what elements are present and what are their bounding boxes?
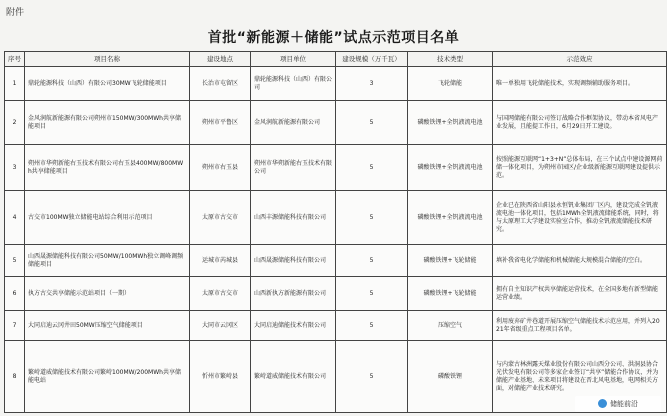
- cell-location: 朔州市平鲁区: [190, 101, 251, 145]
- table-row: [5, 67, 667, 101]
- cell-no: 6: [5, 277, 25, 311]
- cell-scale: 5: [336, 311, 408, 341]
- cell-location: 太原市古交市: [190, 277, 251, 311]
- table-row: [5, 341, 667, 413]
- cell-tech: 磷酸铁锂+飞轮储能: [408, 277, 493, 311]
- page-title: 首批“新能源＋储能”试点示范项目名单: [207, 30, 460, 46]
- cell-name: 繁峙道威储能技术有限公司繁峙100MW/200MWh共享储能电站: [25, 341, 190, 413]
- cell-scale: 5: [336, 341, 408, 413]
- cell-no: 1: [5, 67, 25, 101]
- cell-effect: 拥有自主知识产权共享储能运营技术，在全国多地有新型储能运营业绩。: [493, 277, 667, 311]
- cell-tech: 磷酸铁锂+全钒液流电池: [408, 191, 493, 245]
- cell-scale: 5: [336, 145, 408, 191]
- cell-unit: 山西丰源储能科技有限公司: [251, 191, 336, 245]
- cell-scale: 5: [336, 277, 408, 311]
- cell-effect: 按照能源互联网“1+3+N”总体布局，在三个试点中建设源网荷储一体化项目，为朔州市园区/企业级新能源互联网建设提供示范。: [493, 145, 667, 191]
- cell-unit: 山西晟源储能科技有限公司: [251, 245, 336, 277]
- cell-name: 朔州市华朔新能右玉技术有限公司右玉县400MW/800MWh共享储能项目: [25, 145, 190, 191]
- table-row: [5, 311, 667, 341]
- cell-no: 2: [5, 101, 25, 145]
- cell-name: 大同启迪云冈井田50MW压缩空气储能项目: [25, 311, 190, 341]
- cell-tech: 飞轮储能: [408, 67, 493, 101]
- cell-name: 鼎轮能源科技（山西）有限公司30MW飞轮储能项目: [25, 67, 190, 101]
- cell-effect: 与国网储能有限公司签订战略合作框架协议，带动本省风电产业发展，且能提工作日，6月29日开工建设。: [493, 101, 667, 145]
- table-row: [5, 145, 667, 191]
- cell-effect: 企业已在陕西省山阳县永恒钒业集团厂区内，建设完成全钒液流电池一体化项目，包括1MWh全钒液流储能系统，同时，将与太原理工大学建设实验室合作，推动全钒液流储能技术研究。: [493, 191, 667, 245]
- cell-location: 运城市芮城县: [190, 245, 251, 277]
- cell-unit: 大同启迪储能技术有限公司: [251, 311, 336, 341]
- table-row: [5, 101, 667, 145]
- project-table: [4, 51, 667, 413]
- cell-scale: 5: [336, 101, 408, 145]
- cell-no: 4: [5, 191, 25, 245]
- cell-effect: 与内蒙古林洲露天煤业股份有限公司山西分公司、洪洞县协合光伏发电有限公司等多家企业签订“共享”储能合作协议，并为储能产业基地、未来项目将建设在晋北风电基地，电网相关方面，对储能产业技术研究。: [493, 341, 667, 413]
- cell-no: 3: [5, 145, 25, 191]
- cell-unit: 金风润航新能源有限公司: [251, 101, 336, 145]
- header-effect: 示范效应: [493, 52, 667, 67]
- table-row: [5, 191, 667, 245]
- cell-location: 太原市古交市: [190, 191, 251, 245]
- watermark: [575, 396, 661, 412]
- cell-no: 7: [5, 311, 25, 341]
- cell-no: 5: [5, 245, 25, 277]
- cell-unit: 繁峙道威储能技术有限公司: [251, 341, 336, 413]
- cell-location: 长治市屯留区: [190, 67, 251, 101]
- cell-scale: 5: [336, 191, 408, 245]
- table-header-row: [5, 52, 667, 67]
- annex-label: 附件: [6, 8, 25, 18]
- cell-tech: 磷酸铁锂: [408, 341, 493, 413]
- cell-tech: 磷酸铁锂+全钒液流电池: [408, 101, 493, 145]
- cell-unit: 鼎轮能源科技（山西）有限公司: [251, 67, 336, 101]
- header-unit: 项目单位: [251, 52, 336, 67]
- cell-name: 执方古交共享储能示范站项目（一期）: [25, 277, 190, 311]
- cell-name: 古交市100MW独立储能电站综合利用示范项目: [25, 191, 190, 245]
- cell-scale: 5: [336, 245, 408, 277]
- cell-name: 山西晟源储能科技有限公司50MW/100MWh独立调峰调频储能项目: [25, 245, 190, 277]
- cell-unit: 山西新执方新能源有限公司: [251, 277, 336, 311]
- header-scale: 建设规模（万千瓦）: [336, 52, 408, 67]
- watermark-text: 储能前沿: [610, 400, 638, 408]
- cell-location: 大同市云冈区: [190, 311, 251, 341]
- table-row: [5, 245, 667, 277]
- header-no: 序号: [5, 52, 25, 67]
- table-row: [5, 277, 667, 311]
- header-name: 项目名称: [25, 52, 190, 67]
- wechat-logo-icon: [598, 399, 607, 408]
- cell-effect: 填补我省电化学储能和机械储能大规模混合储能的空白。: [493, 245, 667, 277]
- cell-location: 朔州市右玉县: [190, 145, 251, 191]
- cell-effect: 唯一单独用飞轮储能技术，实现调频辅助服务项目。: [493, 67, 667, 101]
- cell-location: 忻州市繁峙县: [190, 341, 251, 413]
- cell-scale: 3: [336, 67, 408, 101]
- cell-tech: 磷酸铁锂+飞轮储能: [408, 245, 493, 277]
- header-location: 建设地点: [190, 52, 251, 67]
- cell-no: 8: [5, 341, 25, 413]
- cell-tech: 磷酸铁锂+全钒液流电池: [408, 145, 493, 191]
- cell-effect: 利用废弃矿井巷道开展压缩空气储能技术示范应用，并列入2021年省级重点工程项目名单。: [493, 311, 667, 341]
- cell-name: 金风润航新能源有限公司朔州市150MW/300MWh共享储能项目: [25, 101, 190, 145]
- cell-unit: 朔州市华朔新能右玉技术有限公司: [251, 145, 336, 191]
- header-tech: 技术类型: [408, 52, 493, 67]
- cell-tech: 压缩空气: [408, 311, 493, 341]
